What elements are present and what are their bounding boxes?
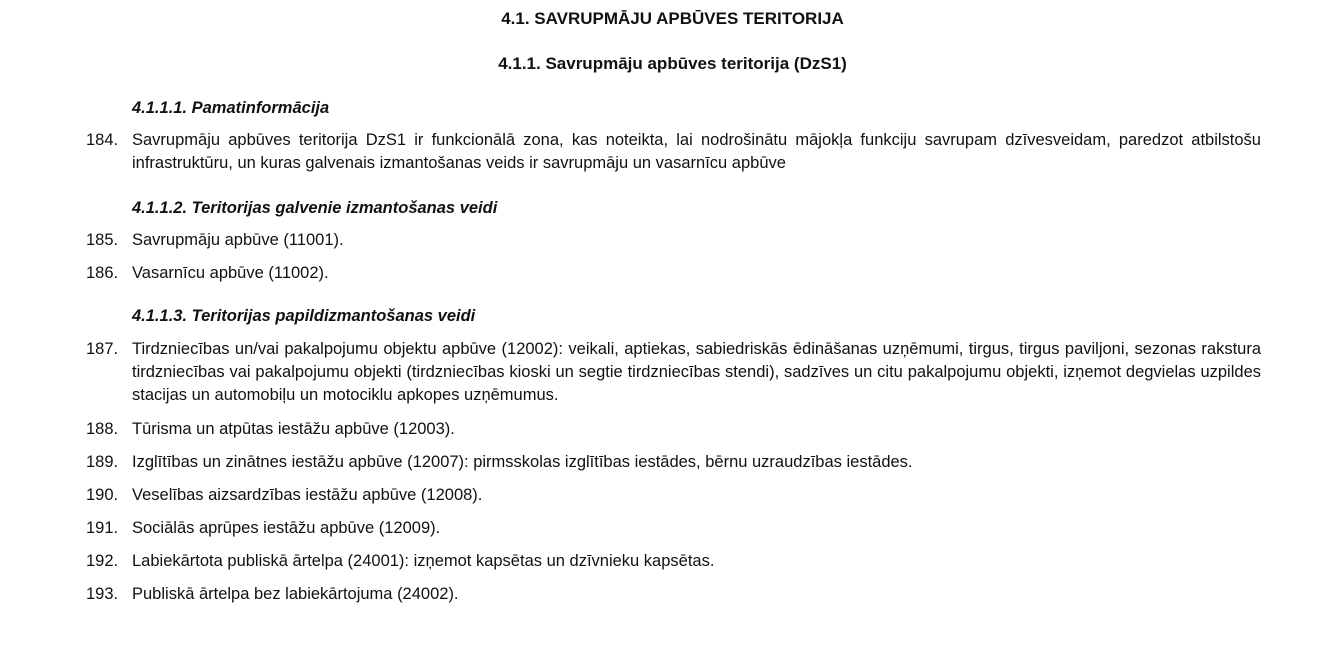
list-item	[86, 583, 1261, 606]
list-item	[86, 517, 1261, 540]
item-text: Izglītības un zinātnes iestāžu apbūve (12007): pirmsskolas izglītības iestādes, bērnu uzraudzības iestādes.	[132, 453, 913, 471]
item-text: Tūrisma un atpūtas iestāžu apbūve (12003).	[132, 420, 455, 438]
item-text: Sociālās aprūpes iestāžu apbūve (12009).	[132, 519, 441, 537]
item-text: Tirdzniecības un/vai pakalpojumu objektu apbūve (12002): veikali, aptiekas, sabiedriskās ēdināšanas uzņēmumi, tirgus, tirgus paviljoni, sezonas rakstura tirdzniecības vai pakalpojumu objekti (tirdzniecības kioski un segtie tirdzniecības stendi), sadzīves un citu pakalpojumu objekti, izņemot degvielas uzpildes stacijas un automobiļu un motociklu apkopes uzņēmumus.	[132, 340, 1261, 404]
subsection-title: 4.1.1. Savrupmāju apbūves teritorija (DzS1)	[498, 54, 847, 73]
list-item	[86, 550, 1261, 573]
item-text: Veselības aizsardzības iestāžu apbūve (12008).	[132, 486, 483, 504]
heading-additional-uses: 4.1.1.3. Teritorijas papildizmantošanas veidi	[132, 307, 476, 325]
item-number: 191.	[86, 519, 119, 537]
item-number: 190.	[86, 486, 119, 504]
item-number: 186.	[86, 264, 119, 282]
list-item	[86, 129, 1261, 175]
list-item	[86, 229, 1261, 252]
item-number: 189.	[86, 453, 119, 471]
list-item	[86, 418, 1261, 441]
list-item	[86, 338, 1261, 407]
heading-main-uses: 4.1.1.2. Teritorijas galvenie izmantošanas veidi	[132, 199, 498, 217]
list-item	[86, 451, 1261, 474]
item-number: 188.	[86, 420, 119, 438]
item-number: 185.	[86, 231, 119, 249]
heading-basic-info: 4.1.1.1. Pamatinformācija	[132, 99, 330, 117]
list-item	[86, 484, 1261, 507]
item-number: 184.	[86, 131, 119, 149]
item-text: Vasarnīcu apbūve (11002).	[132, 264, 329, 282]
item-text: Publiskā ārtelpa bez labiekārtojuma (24002).	[132, 585, 459, 603]
section-title: 4.1. SAVRUPMĀJU APBŪVES TERITORIJA	[501, 9, 844, 28]
item-number: 187.	[86, 340, 119, 358]
item-text: Savrupmāju apbūve (11001).	[132, 231, 344, 249]
item-number: 193.	[86, 585, 119, 603]
item-number: 192.	[86, 552, 119, 570]
list-item	[86, 262, 1261, 285]
item-text: Savrupmāju apbūves teritorija DzS1 ir funkcionālā zona, kas noteikta, lai nodrošinātu mājokļa funkciju savrupam dzīvesveidam, paredzot atbilstošu infrastruktūru, un kuras galvenais izmantošanas veids ir savrupmāju un vasarnīcu apbūve	[132, 131, 1261, 172]
item-text: Labiekārtota publiskā ārtelpa (24001): izņemot kapsētas un dzīvnieku kapsētas.	[132, 552, 715, 570]
